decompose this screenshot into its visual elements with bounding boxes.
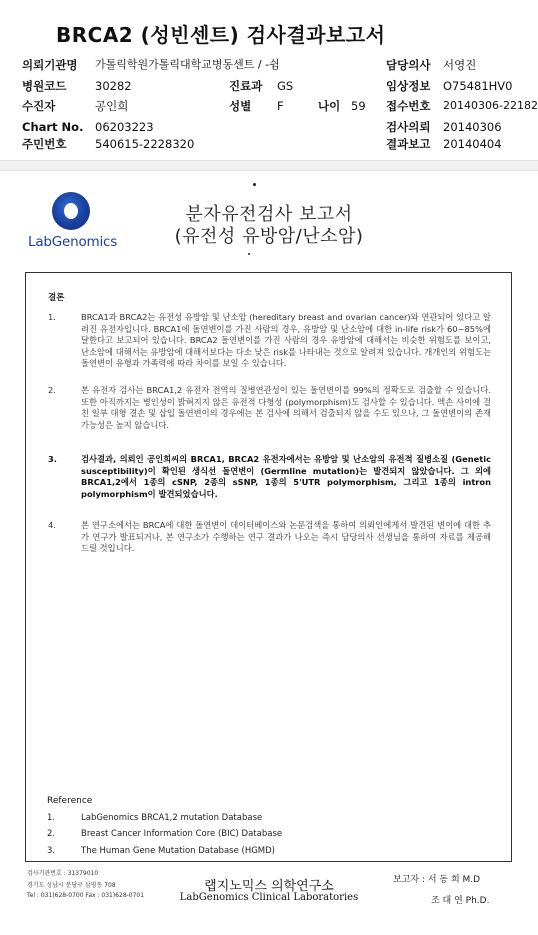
field-label-receipt-no: 접수번호 xyxy=(386,99,431,113)
footer-address: 경기도 성남시 분당구 삼평동 708 xyxy=(27,882,116,889)
field-value-institution: 가톨릭학원가톨릭대학교병동센트 / -쉼 xyxy=(95,58,280,71)
field-value-request-date: 20140306 xyxy=(443,120,502,134)
header-divider xyxy=(0,160,538,171)
item-text: 검사결과, 의뢰인 공인희씨의 BRCA1, BRCA2 유전자에서는 유방암 및 난소암의 유전적 질병소질 (Genetic susceptibility)이 확인된 생식선 돌연변이 (Germline mutation)는 발견되지 않았습니다. 그 외에 BRCA1,2에서 1종의 cSNP, 2종의 sSNP, 1종의 5'UTR polymorphism, 그리고 1종의 intron polymorphism이 발견되었습니다. xyxy=(81,454,491,499)
field-value-age: 59 xyxy=(351,99,366,113)
reference-number: 2. xyxy=(47,829,56,839)
field-label-patient: 수진자 xyxy=(22,99,56,113)
lab-name-english: LabGenomics Clinical Laboratories xyxy=(179,892,359,903)
field-value-sex: F xyxy=(277,99,284,113)
reporter-signature: 보고자 : 서 동 희 M.D xyxy=(393,875,481,885)
field-label-clinical-info: 임상정보 xyxy=(386,79,431,93)
field-label-chart-no: Chart No. xyxy=(22,120,84,134)
field-value-report-date: 20140404 xyxy=(443,137,502,151)
report-subtitle: (유전성 유방암/난소암) xyxy=(174,226,364,247)
reference-item: Breast Cancer Information Core (BIC) Database xyxy=(81,829,283,839)
field-label-doctor: 담당의사 xyxy=(386,58,431,72)
scan-speck xyxy=(253,183,256,186)
field-label-sex: 성별 xyxy=(229,99,252,113)
item-text: BRCA1과 BRCA2는 유전성 유방암 및 난소암 (hereditary breast and ovarian cancer)와 연관되어 있다고 알려진 유전자입니다. BRCA1에 돌연변이를 가진 사람의 경우, 유방암 및 난소암에 대한 in-life risk가 60~85%에 달한다고 보고되어 있습니다. BRCA2 돌연변이를 가진 사람의 경우 유방암에 대해서는 비슷한 위험도를 보이고, 난소암에 대해서는 유방암에 대해서보다는 다소 낮은 risk를 나타내는 것으로 알려져 있습니다. 개개인의 위험도는 돌연변이 유형과 가족력에 따라 차이를 보일 수 있습니다. xyxy=(81,312,491,369)
footer-license: 검사기관번호 : 31379010 xyxy=(27,870,99,877)
reference-item: LabGenomics BRCA1,2 mutation Database xyxy=(81,813,263,823)
reference-number: 3. xyxy=(47,846,56,856)
item-number: 1. xyxy=(48,312,56,322)
reference-number: 1. xyxy=(47,813,56,823)
field-value-clinical-info: O75481HV0 xyxy=(443,79,513,93)
field-value-resident-no: 540615-2228320 xyxy=(95,137,195,151)
logo-text: LabGenomics xyxy=(28,234,118,250)
field-label-resident-no: 주민번호 xyxy=(22,137,67,151)
reference-item: The Human Gene Mutation Database (HGMD) xyxy=(81,846,275,856)
field-label-report-date: 결과보고 xyxy=(386,137,431,151)
item-number: 3. xyxy=(48,454,57,464)
field-label-hospital-code: 병원코드 xyxy=(22,79,67,93)
field-label-age: 나이 xyxy=(318,99,341,113)
director-signature: 조 대 연 Ph.D. xyxy=(431,896,490,906)
scan-speck xyxy=(248,253,250,255)
field-value-receipt-no: 20140306-22182 xyxy=(443,99,538,112)
item-number: 2. xyxy=(48,385,56,395)
field-value-chart-no: 06203223 xyxy=(95,120,154,134)
section-label: 결론 xyxy=(48,293,65,303)
field-label-request-date: 검사의뢰 xyxy=(386,120,431,134)
page-title: BRCA2 (성빈센트) 검사결과보고서 xyxy=(56,23,386,47)
item-text: 본 연구소에서는 BRCA에 대한 돌연변이 데이터베이스와 논문검색을 통하여 의뢰인에게서 발견된 변이에 대한 추가 연구가 발표되거나, 본 연구소가 수행하는 연구 결과가 나오는 즉시 담당의사 선생님을 통하여 자료를 제공해 드릴 것입니다. xyxy=(81,520,491,554)
field-label-institution: 의뢰기관명 xyxy=(22,58,78,72)
lab-name-korean: 랩지노믹스 의학연구소 xyxy=(204,879,334,894)
item-number: 4. xyxy=(48,520,56,530)
item-text: 본 유전자 검사는 BRCA1,2 유전자 전역의 질병연관성이 있는 돌연변이를 99%의 정확도로 검출할 수 있습니다. 또한 아직까지는 병인성이 밝혀지지 않은 유전적 다형성 (polymorphism)도 검사할 수 있습니다. 엑손 사이에 걸친 일부 대형 결손 및 삽입 돌연변이의 경우에는 본 검사에 의해서 검출되지 않을 수도 있으나, 그 돌연변이의 존재 가능성은 높지 않습니다. xyxy=(81,385,491,430)
field-label-department: 진료과 xyxy=(229,79,263,93)
field-value-patient: 공인희 xyxy=(95,99,129,113)
footer-phone: Tel : 031)628-0700 Fax : 031)628-0701 xyxy=(27,892,145,899)
reference-heading: Reference xyxy=(47,796,93,806)
field-value-department: GS xyxy=(277,79,294,93)
report-title: 분자유전검사 보고서 xyxy=(185,204,353,225)
field-value-hospital-code: 30282 xyxy=(95,79,132,93)
field-value-doctor: 서영진 xyxy=(443,58,477,72)
